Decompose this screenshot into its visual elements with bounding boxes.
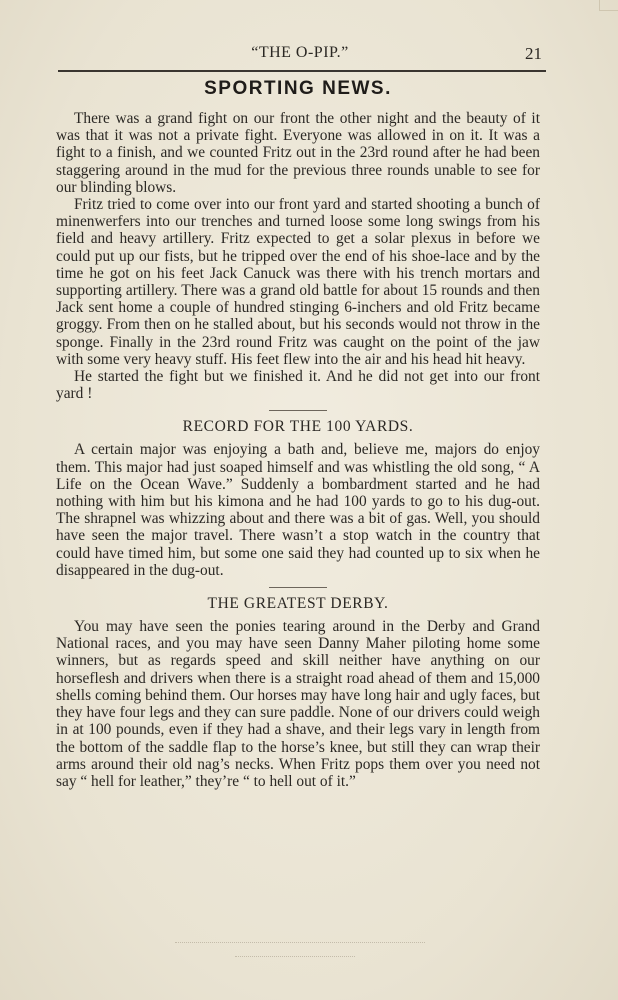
article-body <box>56 76 540 790</box>
running-title: “THE O-PIP.” <box>251 44 349 61</box>
record-heading: RECORD FOR THE 100 YARDS. <box>182 418 414 436</box>
page-header <box>58 44 542 68</box>
derby-heading: THE GREATEST DERBY. <box>207 595 389 613</box>
derby-paragraph: You may have seen the ponies tearing around in the Derby and Grand National races, and you may have seen Danny Maher piloting home some winners, but as regards speed and skill neither have anything on our horseflesh and drivers when there is a straight road ahead of them and 15,000 shells coming behind them. Our horses may have long hair and ugly faces, but they have four legs and they can sure paddle. None of our drivers could weigh in at 100 pounds, even if they had a shave, and their legs vary in length from the bottom of the saddle flap to the horse’s knee, but still they can wrap their arms around their old nag’s necks. When Fritz pops them over you need not say “ hell for leather,” they’re “ to hell out of it.” <box>56 618 540 790</box>
page-number: 21 <box>525 44 542 63</box>
header-rule <box>58 70 546 72</box>
main-heading: SPORTING NEWS. <box>204 78 392 99</box>
page-corner-mark <box>599 0 618 11</box>
show-through-marks <box>175 938 475 968</box>
sporting-paragraph-1: There was a grand fight on our front the other night and the beauty of it was that it was not a private fight. Everyone was allowed in on it. It was a fight to a finish, and we counted Fritz out in the 23rd round after he had been staggering around in the mud for the previous three rounds unable to see for our blinding blows. <box>56 110 540 196</box>
sporting-paragraph-2: Fritz tried to come over into our front yard and started shooting a bunch of minenwerfers into our trenches and turned loose some long swings from his field and heavy artillery. Fritz expected to get a solar plexus in before we could put up our fists, but he tripped over the end of his shoe-lace and by the time he got on his feet Jack Canuck was there with his trench mortars and supporting artillery. There was a grand old battle for about 15 rounds and then Jack sent home a couple of hundred stinging 6-inchers and old Fritz became groggy. From then on he stalled about, but his seconds would not throw in the sponge. Finally in the 23rd round Fritz was caught on the point of the jaw with some very heavy stuff. His feet flew into the air and his head hit heavy. <box>56 196 540 368</box>
record-paragraph: A certain major was enjoying a bath and, believe me, majors do enjoy them. This major had just soaped himself and was whistling the old song, “ A Life on the Ocean Wave.” Suddenly a bombardment started and he had nothing with him but his kimona and he had 100 yards to go to his dug-out. The shrapnel was whizzing about and there was a bit of gas. Well, you should have seen the major travel. There wasn’t a stop watch in the country that could have timed him, but some one said they had counted up to six when he disappeared in the dug-out. <box>56 441 540 579</box>
section-divider <box>269 410 327 411</box>
sporting-paragraph-3: He started the fight but we finished it. And he did not get into our front yard ! <box>56 368 540 403</box>
section-divider <box>269 587 327 588</box>
